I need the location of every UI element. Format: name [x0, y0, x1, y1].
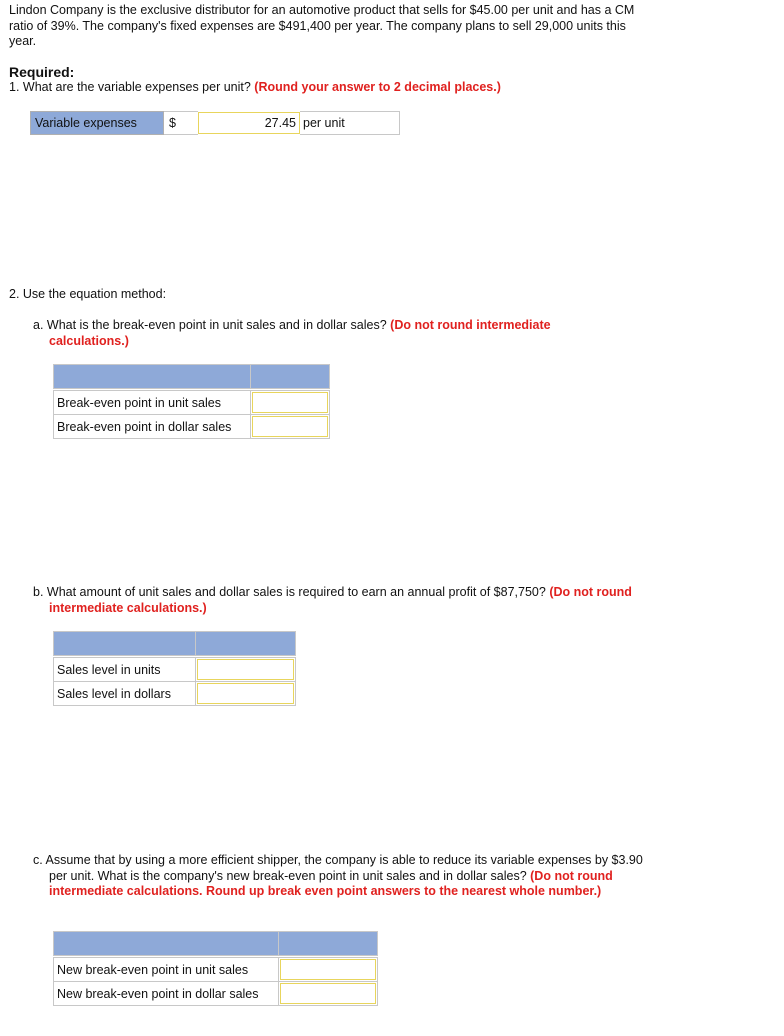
question-2a: [33, 318, 609, 349]
break-even-units-input[interactable]: [252, 392, 328, 413]
variable-expenses-row: [30, 111, 370, 135]
sales-level-dollars-label: Sales level in dollars: [54, 682, 196, 706]
question-1-text: 1. What are the variable expenses per unit?: [9, 80, 251, 94]
table-header-cell: [54, 632, 196, 656]
new-break-even-dollars-input[interactable]: [280, 983, 376, 1004]
per-unit-label: per unit: [300, 111, 400, 135]
new-break-even-units-input[interactable]: [280, 959, 376, 980]
sales-level-dollars-cell: [195, 682, 295, 706]
question-2b: [33, 585, 649, 616]
question-1: [9, 80, 501, 95]
question-1-note: (Round your answer to 2 decimal places.): [254, 80, 501, 94]
sales-level-units-cell: [195, 658, 295, 682]
break-even-dollars-input[interactable]: [252, 416, 328, 437]
question-2: 2. Use the equation method:: [9, 287, 167, 301]
break-even-dollars-label: Break-even point in dollar sales: [54, 415, 251, 439]
table-header-cell: [278, 932, 377, 956]
table-header-cell: [195, 632, 295, 656]
problem-statement: Lindon Company is the exclusive distributor for an automotive product that sells for $45.00 per unit and has a CM ratio of 39%. The company's fixed expenses are $491,400 per year. The company plans to sell 29,000 units this year.: [9, 3, 635, 48]
table-header-cell: [250, 365, 329, 389]
sales-level-units-input[interactable]: [197, 659, 294, 680]
new-break-even-units-label: New break-even point in unit sales: [54, 958, 279, 982]
break-even-units-label: Break-even point in unit sales: [54, 391, 251, 415]
sales-level-dollars-input[interactable]: [197, 683, 294, 704]
question-2c-note: (Do not round intermediate calculations. Round up break even point answers to the nearest whole number.): [49, 868, 613, 898]
question-2b-note: (Do not round intermediate calculations.): [49, 585, 632, 615]
question-2a-note: (Do not round intermediate calculations.): [49, 318, 551, 348]
sales-level-table: [53, 631, 296, 706]
break-even-table: [53, 364, 330, 439]
new-break-even-dollars-cell: [278, 982, 377, 1006]
new-break-even-table: [53, 931, 378, 1006]
variable-expenses-input[interactable]: 27.45: [198, 112, 300, 134]
sales-level-units-label: Sales level in units: [54, 658, 196, 682]
break-even-units-cell: [250, 391, 329, 415]
question-2c: [33, 853, 659, 900]
question-2a-text: a. What is the break-even point in unit sales and in dollar sales?: [33, 318, 387, 332]
currency-symbol: $: [164, 111, 198, 135]
new-break-even-units-cell: [278, 958, 377, 982]
question-2c-text: c. Assume that by using a more efficient shipper, the company is able to reduce its variable expenses by $3.90 per unit. What is the company's new break-even point in unit sales and in dollar sales?: [33, 853, 643, 883]
question-2b-text: b. What amount of unit sales and dollar sales is required to earn an annual profit of $87,750?: [33, 585, 546, 599]
new-break-even-dollars-label: New break-even point in dollar sales: [54, 982, 279, 1006]
break-even-dollars-cell: [250, 415, 329, 439]
table-header-cell: [54, 365, 251, 389]
required-heading: Required:: [9, 64, 75, 80]
variable-expenses-label: Variable expenses: [30, 111, 164, 135]
table-header-cell: [54, 932, 279, 956]
